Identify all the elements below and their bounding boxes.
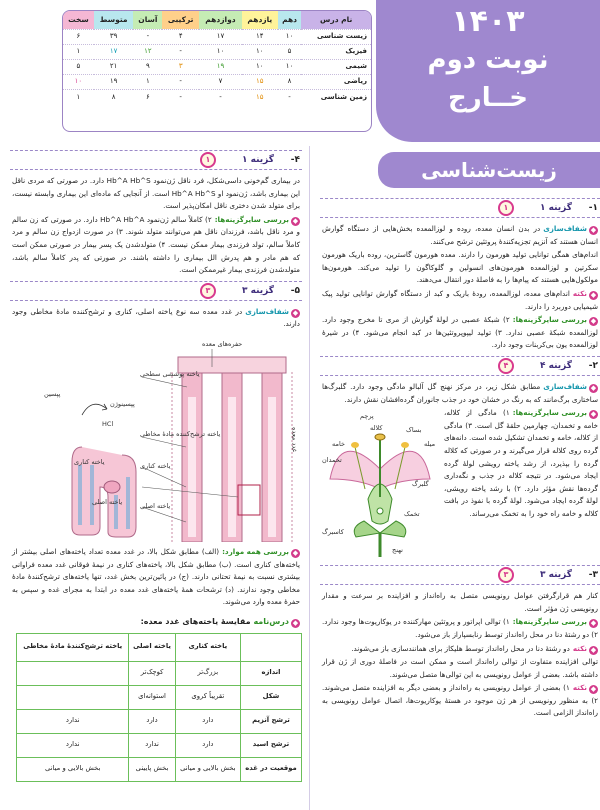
bullet-icon: ◆ — [590, 290, 597, 299]
stats-cell: ۱۰ — [63, 74, 94, 89]
stats-cell: ۸ — [278, 74, 302, 89]
question-number: ۱- — [588, 203, 598, 213]
stats-cell: - — [162, 89, 199, 104]
lesson-tag: درس‌نامه — [253, 616, 289, 626]
stats-cell: ۷ — [199, 74, 242, 89]
answer-paragraph: در بیماری گم‌خونی داسی‌شکل، فرد ناقل ژن‌نمود Hb^A Hb^S دارد. در صورتی که مردی ناقل این بیماری باشد، ژن‌نمود او Hb^A Hb^S است. از آنجایی که ماده‌ای این بیماری وابسته نیست، برای متولد شدن دختری ناقل امکان‌پذیر است. — [12, 176, 300, 211]
question-number: ۲- — [588, 360, 598, 371]
table-cell: دارد — [129, 709, 175, 733]
answer-text: ۱) بعضی از عوامل رونویسی به راه‌انداز و بعضی دیگر به افزاینده متصل می‌شوند. ۲) به منظور رونویسی از هر ژن موجود در هستهٔ یوکاریوت‌ها، اتصال عوامل رونویسی به راه‌انداز الزامی است. — [322, 683, 598, 718]
stats-cell: ۵ — [63, 59, 94, 74]
answer-text: ۲) شبکهٔ عصبی در لولهٔ گوارش از مری تا مخرج وجود دارد. لوزالمعده شبکهٔ عصبی ندارد. ۳) تولید لیپوپروتئین‌ها در کبد انجام می‌شود. ۴) در شیرهٔ لوزالمعده یون بی‌کربنات وجود دارد. — [322, 315, 599, 350]
question-header — [320, 198, 600, 218]
stats-table — [63, 11, 371, 104]
figure-label: یاخته اصلی — [92, 497, 123, 506]
note-tag: نکته — [572, 683, 587, 693]
answer-paragraph: توالی افزاینده متفاوت از توالی راه‌انداز است و ممکن است در فاصلهٔ دوری از ژن قرار داشته باشد. بعضی از عوامل رونویسی به این توالی‌ها متصل می‌شوند. — [322, 657, 598, 679]
stats-cell: ۶ — [63, 29, 94, 44]
section-tag: بررسی همه موارد: — [222, 546, 289, 556]
answer-text: دو رشتهٔ دنا در محل راه‌انداز توسط هلیکاز برای همانندسازی باز می‌شوند. — [351, 643, 570, 653]
section-tag: بررسی سایرگزینه‌ها: — [214, 214, 289, 224]
exam-turn: نوبت دوم — [427, 45, 549, 75]
stats-panel — [62, 10, 372, 132]
bullet-icon: ◆ — [292, 548, 299, 557]
bullet-icon: ◆ — [590, 410, 597, 419]
stats-header: سخت — [63, 11, 94, 29]
figure-label: تخمک — [404, 510, 420, 519]
answer-text: در غدد معده سه نوع یاخته اصلی، کناری و ترشح‌کننده مادهٔ مخاطی وجود دارند. — [12, 306, 300, 329]
answer-option: گزینه ۴ — [540, 360, 572, 371]
figure-label: پپسینوژن — [110, 399, 135, 408]
clock-icon: ۱ — [498, 200, 514, 216]
answer-paragraph — [12, 306, 300, 331]
table-cell: ندارد — [129, 733, 175, 757]
note-tag: نکته — [572, 643, 587, 653]
stats-cell: ۱۵ — [242, 74, 278, 89]
stats-cell: ۱۰ — [278, 29, 302, 44]
table-cell: استوانه‌ای — [129, 685, 175, 709]
table-cell: بزرگ‌تر — [175, 661, 240, 685]
bullet-icon: ◆ — [590, 619, 597, 628]
answer-text: در بدن انسان معده، روده و لوزالمعده بخش‌هایی از دستگاه گوارش انسان هستند که آنزیم تجزیه‌کنندهٔ پروتئین ترشح می‌کنند. — [322, 224, 598, 246]
table-row — [17, 709, 302, 733]
stats-cell: ۳۹ — [94, 29, 134, 44]
answer-paragraph — [12, 546, 300, 609]
question-header — [10, 150, 302, 170]
answer-paragraph — [322, 314, 598, 352]
table-cell: تقریباً کروی — [175, 685, 240, 709]
stats-cell: ۵ — [278, 44, 302, 59]
stats-cell: ۳ — [162, 59, 199, 74]
figure-label: کاسبرگ — [322, 528, 344, 537]
figure-label: پپسین — [44, 389, 61, 398]
figure-label: یاخته کناری — [140, 461, 171, 470]
table-row — [17, 757, 302, 781]
stats-cell: ۸ — [94, 89, 134, 104]
bullet-icon: ◆ — [590, 226, 597, 234]
flower-diagram — [320, 409, 440, 559]
stats-cell: ۹ — [133, 59, 162, 74]
stats-header: یازدهم — [242, 11, 278, 29]
answer-option: گزینه ۱ — [242, 155, 274, 165]
figure-label: نهنج — [392, 546, 403, 555]
stats-cell: ۱۴ — [242, 29, 278, 44]
stats-cell: ۱۹ — [94, 74, 134, 89]
question-number: ۴- — [290, 155, 300, 165]
question-number: ۵- — [290, 285, 300, 296]
section-tag: بررسی سایرگزینه‌ها: — [512, 408, 587, 418]
stats-cell: ۴ — [162, 29, 199, 44]
stats-row — [63, 89, 371, 104]
stats-cell: ۱ — [63, 89, 94, 104]
answer-paragraph — [322, 682, 598, 720]
stats-cell: شیمی — [301, 59, 371, 74]
stats-cell: ۱۹ — [199, 59, 242, 74]
stats-cell: زیست شناسی — [301, 29, 371, 44]
answer-option: گزینه ۱ — [540, 203, 572, 213]
table-cell: شکل — [241, 685, 302, 709]
answer-text: ۲) کاملاً سالم ژن‌نمود Hb^A Hb^A دارد. در صورتی که زن سالم و مرد ناقل باشد، فرزندان ناقل هم می‌توانند متولد شوند. ۳) در صورت ازدواج زن سالم و مرد کاملاً سالم، تولد فرزندی بیمار ممکن نیست. ۴) متولدشدن یک پسر بیمار در صورتی ممکن است که هم مادر و هم پدرش الل بیماری را داشته باشند. در صورتی که پدر کاملاً سالم باشد، متولدشدن فرزندی بیمار غیرممکن است. — [12, 214, 300, 275]
figure-label: بساک — [406, 426, 422, 435]
question-header — [10, 281, 302, 301]
question-number: ۳- — [588, 570, 598, 581]
stats-header: دهم — [278, 11, 302, 29]
answer-paragraph — [12, 214, 300, 277]
figure-label: تخمدان — [322, 456, 342, 465]
figure-label: یاخته پوششی سطحی — [140, 369, 200, 378]
table-header: یاخته ترشح‌کنندهٔ مادهٔ مخاطی — [17, 633, 129, 661]
left-column — [10, 146, 302, 810]
stats-cell: - — [133, 29, 162, 44]
table-cell — [17, 661, 129, 685]
table-cell: دارد — [175, 733, 240, 757]
stats-cell: - — [162, 44, 199, 59]
question-header — [320, 565, 600, 585]
exam-place: خــارج — [448, 83, 528, 113]
column-divider — [309, 146, 310, 810]
table-cell: دارد — [175, 709, 240, 733]
clock-icon: ۱ — [200, 152, 216, 168]
figure-label: یاخته ترشح‌کننده مادهٔ مخاطی — [140, 429, 221, 438]
figure-label: یاخته اصلی — [140, 501, 171, 510]
answer-text: اندام‌های معده، لوزالمعده، رودهٔ باریک و کبد از دستگاه گوارش توانایی تولید پیک شیمیایی دوربرد را دارند. — [322, 288, 598, 311]
bullet-icon: ◆ — [590, 317, 597, 326]
answer-paragraph — [322, 643, 598, 656]
stats-cell: زمین شناسی — [301, 89, 371, 104]
table-cell: موقعیت در غده — [241, 757, 302, 781]
answer-paragraph: اندام‌های همگی توانایی تولید هورمون را دارند. معده هورمون گاسترین، روده باریک هورمون سکرتین و لوزالمعده هورمون‌های انسولین و گلوکاگون را تولید می‌کند. هورمون‌ها مولکول‌هایی هستند که پیام‌ها را به فاصلهٔ دور انتقال می‌دهند. — [322, 250, 598, 285]
table-row — [17, 661, 302, 685]
section-tag: شفاف‌سازی — [543, 381, 587, 391]
section-tag: بررسی سایرگزینه‌ها: — [512, 617, 587, 627]
figure-label: غدد معده — [290, 426, 299, 453]
comparison-title — [12, 615, 300, 629]
answer-paragraph — [322, 288, 598, 313]
table-cell: ندارد — [17, 709, 129, 733]
answer-option: گزینه ۳ — [242, 285, 274, 296]
section-tag: شفاف‌سازی — [245, 306, 289, 316]
table-cell — [17, 685, 129, 709]
stats-header: متوسط — [94, 11, 134, 29]
stats-header: دوازدهم — [199, 11, 242, 29]
stats-cell: فیزیک — [301, 44, 371, 59]
stats-cell: ۲۱ — [94, 59, 134, 74]
stats-cell: ۶ — [133, 89, 162, 104]
table-cell: اندازه — [241, 661, 302, 685]
stats-cell: ۱۰ — [242, 44, 278, 59]
stats-cell: ۱۰ — [199, 44, 242, 59]
figure-label: حفره‌های معده — [202, 339, 243, 348]
figure-label: یاخته کناری — [74, 457, 105, 466]
figure-label: میله — [424, 440, 436, 449]
table-header: یاخته کناری — [175, 633, 240, 661]
answer-text: ۱) توالی اپراتور و پروتئین مهارکننده در یوکاریوت‌ها وجود ندارد. ۲) دو رشتهٔ دنا در محل راه‌انداز توسط رنابسپاراز باز می‌شود. — [322, 617, 598, 639]
table-cell: بخش بالایی و میانی — [17, 757, 129, 781]
question-header — [320, 356, 600, 376]
stats-cell: - — [278, 89, 302, 104]
stats-cell: ۱۵ — [242, 89, 278, 104]
answer-paragraph — [322, 223, 598, 248]
stats-header: نام درس — [301, 11, 371, 29]
answer-paragraph: کنار هم قرارگرفتن عوامل رونویسی متصل به راه‌انداز و افزاینده بر سرعت و مقدار رونویسی ژن مؤثر است. — [322, 591, 598, 613]
answer-text: ۱) مادگی از کلاله، خامه و تخمدان، چهارمین حلقهٔ گل است. ۳) مادگی از کلاله، خامه و تخمدان تشکیل شده است. دانه‌های گرده روی کلاله قرار می‌گیرند و در صورتی که کلاله گرده را بپذیرد، از رشد یاخته رویشی لولهٔ گرده ایجاد می‌شود. در نتیجه کلاله در جذب و نگه‌داری گرده‌ها نقش مؤثر دارد. ۲) با رشد یاخته رویشی، لولهٔ گرده ایجاد می‌شود. لولهٔ گرده با نفوذ در بافت کلاله و خامه راه خود را به تخمک می‌رساند. — [444, 408, 598, 518]
stats-cell: ۱۷ — [94, 44, 134, 59]
stats-cell: - — [199, 89, 242, 104]
table-cell: بخش بالایی و میانی — [175, 757, 240, 781]
answer-text: (الف) مطابق شکل بالا، در غدد معده تعداد یاخته‌های اصلی بیشتر از یاخته‌های کناری است. (ب) مطابق شکل بالا، یاخته‌های کناری در نیمهٔ فوقانی غدد معده فراوانی بیشتری نسبت به نیمهٔ تحتانی دارند. (ج) در پائین‌ترین بخش غدد، تنها یاخته‌های ترشح‌کنندهٔ مادهٔ مخاطی وجود ندارند. (د) ترشحات همهٔ یاخته‌های غدد معده در ابتدا به مجرای غده و سپس به حفرهٔ معده وارد می‌شوند. — [12, 546, 300, 607]
table-cell: ندارد — [17, 733, 129, 757]
stats-row — [63, 74, 371, 89]
clock-icon: ۳ — [200, 283, 216, 299]
stats-cell: ۱۰ — [242, 59, 278, 74]
answer-paragraph — [322, 381, 598, 406]
figure-label: HCl — [102, 419, 114, 428]
stats-cell: ۱ — [133, 74, 162, 89]
answer-paragraph — [322, 616, 598, 641]
stomach-gland-diagram — [12, 337, 302, 542]
header-band — [0, 0, 600, 142]
bullet-icon: ◆ — [292, 216, 299, 225]
table-row — [17, 733, 302, 757]
stats-header: ترکیبی — [162, 11, 199, 29]
section-tag: شفاف‌سازی — [543, 224, 587, 233]
bullet-icon: ◆ — [590, 685, 597, 694]
stats-row — [63, 44, 371, 59]
table-cell: ترشح اسید — [241, 733, 302, 757]
exam-title-box — [376, 0, 600, 142]
comparison-table — [16, 633, 302, 782]
bullet-icon: ◆ — [590, 383, 597, 392]
stats-row — [63, 59, 371, 74]
figure-label: کلاله — [370, 424, 383, 433]
comparison-caption: مقایسهٔ یاخته‌های غدد معده: — [140, 616, 251, 626]
stats-row — [63, 29, 371, 44]
note-tag: نکته — [572, 288, 587, 298]
table-header: یاخته اصلی — [129, 633, 175, 661]
bullet-icon: ◆ — [292, 308, 299, 317]
stats-header: آسان — [133, 11, 162, 29]
figure-label: پرچم — [360, 412, 374, 421]
table-cell: بخش پایینی — [129, 757, 175, 781]
stats-cell: ۱۰ — [278, 59, 302, 74]
subject-banner: زیست‌شناسی — [378, 152, 600, 188]
bullet-icon: ◆ — [292, 618, 299, 627]
table-header — [241, 633, 302, 661]
table-cell: ترشح آنزیم — [241, 709, 302, 733]
bullet-icon: ◆ — [590, 645, 597, 654]
right-column — [320, 194, 600, 810]
stats-cell: ۱ — [63, 44, 94, 59]
stats-cell: - — [162, 74, 199, 89]
section-tag: بررسی سایرگزینه‌ها: — [512, 315, 587, 325]
stats-cell: ۱۲ — [133, 44, 162, 59]
table-cell: کوچک‌تر — [129, 661, 175, 685]
stats-cell: ریاضی — [301, 74, 371, 89]
answer-text: مطابق شکل زیر، در مرکز نهنج گل آلبالو مادگی وجود دارد. گلبرگ‌ها ساختاری برگ‌مانند که به رنگ در خشان خود در جذب جانوران گرده‌افشان نقش دارند. — [322, 381, 598, 404]
stats-cell: ۱۷ — [199, 29, 242, 44]
clock-icon: ۳ — [498, 567, 514, 583]
answer-option: گزینه ۳ — [540, 570, 572, 581]
figure-label: خامه — [332, 440, 345, 449]
clock-icon: ۴ — [498, 358, 514, 374]
figure-label: گلبرگ — [412, 480, 429, 489]
exam-year: ۱۴۰۳ — [451, 4, 525, 39]
table-row — [17, 685, 302, 709]
